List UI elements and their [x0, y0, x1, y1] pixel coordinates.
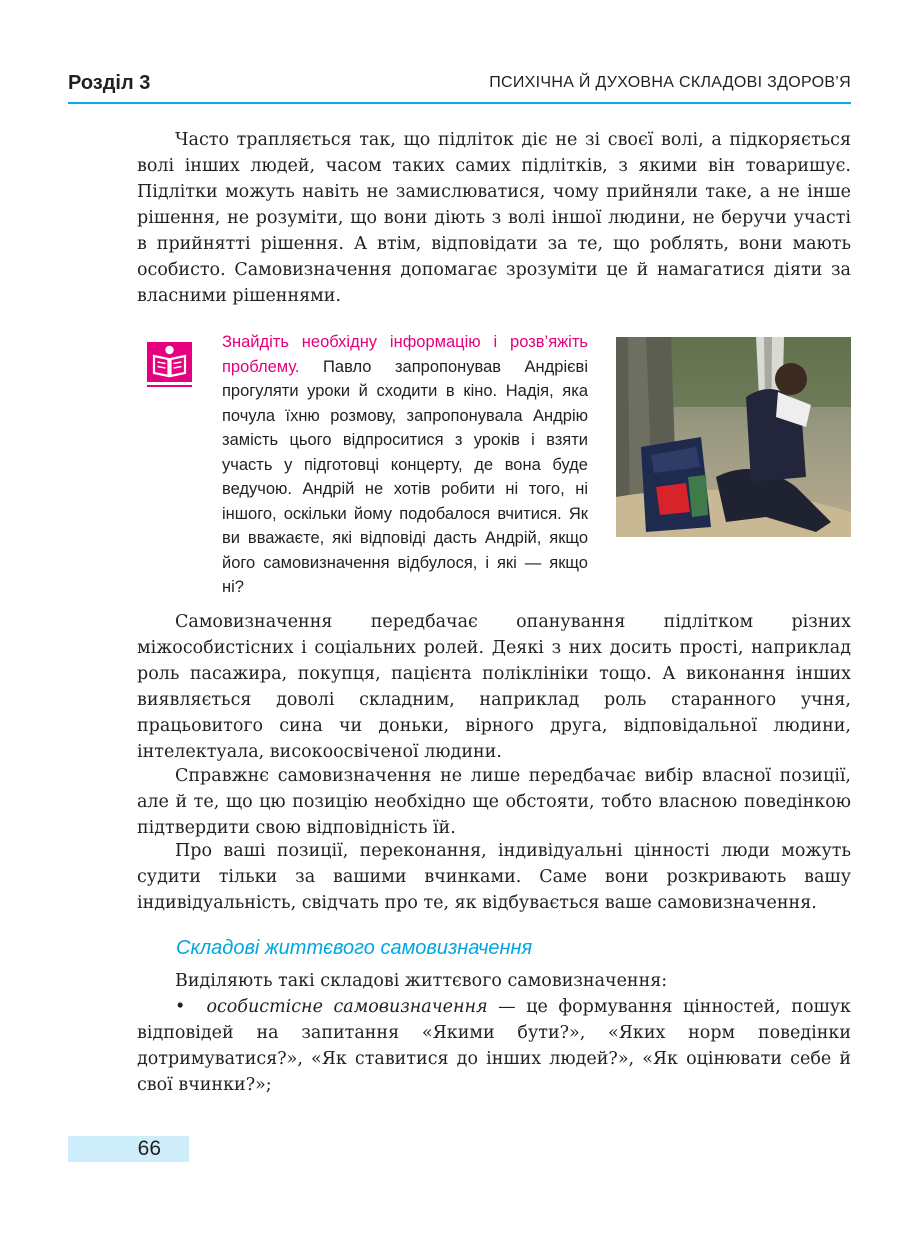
task-body: Павло запропонував Андрієві прогуляти уроки й сходити в кіно. Надія, яка почула їхню розмову, запропонувала Андрію замість цього відпроситися з уроків і взяти участь у підготовці концерту, де вона буде ведучою. Андрій не хотів робити ні того, ні іншого, оскільки йому подобалося вчитися. Як ви вважаєте, які відповіді дасть Андрій, якщо його самовизначення відбулося, і які — якщо ні?	[222, 357, 588, 596]
section-heading: Складові життєвого самовизначення	[176, 937, 533, 959]
list-item-text: — це формування цінностей, пошук відповідей на запитання «Якими бути?», «Яких норм поведінки дотримуватися?», «Як ставитися до інших людей?», «Як оцінювати себе й свої вчинки?»;	[137, 997, 851, 1095]
list-item-term: особистісне самовизначення	[206, 997, 488, 1017]
page-number: 66	[137, 1137, 161, 1160]
bullet: •	[175, 997, 186, 1017]
task-box	[222, 330, 588, 600]
paragraph-position: Справжнє самовизначення не лише передбачає вибір власної позиції, але й те, що цю позицію необхідно ще обстояти, тобто власною поведінкою підтвердити свою відповідність їй.	[137, 766, 851, 838]
paragraph-intro: Часто трапляється так, що підліток діє не зі своєї волі, а підкоряється волі інших людей, часом таких самих підлітків, з якими він товаришує. Підлітки можуть навіть не замислюватися, чому прийняли таке, а не інше рішення, не розуміти, що вони діють з волі іншої людини, не беручи участі в прийнятті рішення. А втім, відповідати за те, що роблять, вони мають особисто. Самовизначення допомагає зрозуміти це й намагатися діяти за власними рішеннями.	[137, 130, 851, 306]
task-lead: Знайдіть необхідну інформацію і розв’яжіть проблему.	[222, 333, 588, 376]
paragraph-actions: Про ваші позиції, переконання, індивідуальні цінності люди можуть судити тільки за вашими вчинками. Саме вони розкривають вашу індивідуальність, свідчать про те, як відбувається ваше самовизначення.	[137, 841, 851, 913]
paragraph-roles: Самовизначення передбачає опанування підлітком різних міжособистісних і соціальних ролей. Деякі з них досить прості, наприклад роль пасажира, покупця, пацієнта поліклініки тощо. А виконання інших виявляється доволі складним, наприклад роль старанного учня, працьовитого сина чи доньки, вірного друга, відповідальної людини, інтелектуала, високоосвіченої людини.	[137, 612, 851, 762]
reading-book-icon	[147, 342, 192, 382]
list-item	[137, 994, 851, 1098]
photo-boy-with-backpack	[616, 337, 851, 537]
header-rule	[68, 102, 851, 104]
section-intro: Виділяють такі складові життєвого самовизначення:	[175, 971, 668, 991]
section-label: Розділ 3	[68, 72, 151, 94]
chapter-title: ПСИХІЧНА Й ДУХОВНА СКЛАДОВІ ЗДОРОВ’Я	[489, 74, 851, 91]
icon-underline	[147, 385, 192, 387]
page-header	[68, 72, 851, 98]
